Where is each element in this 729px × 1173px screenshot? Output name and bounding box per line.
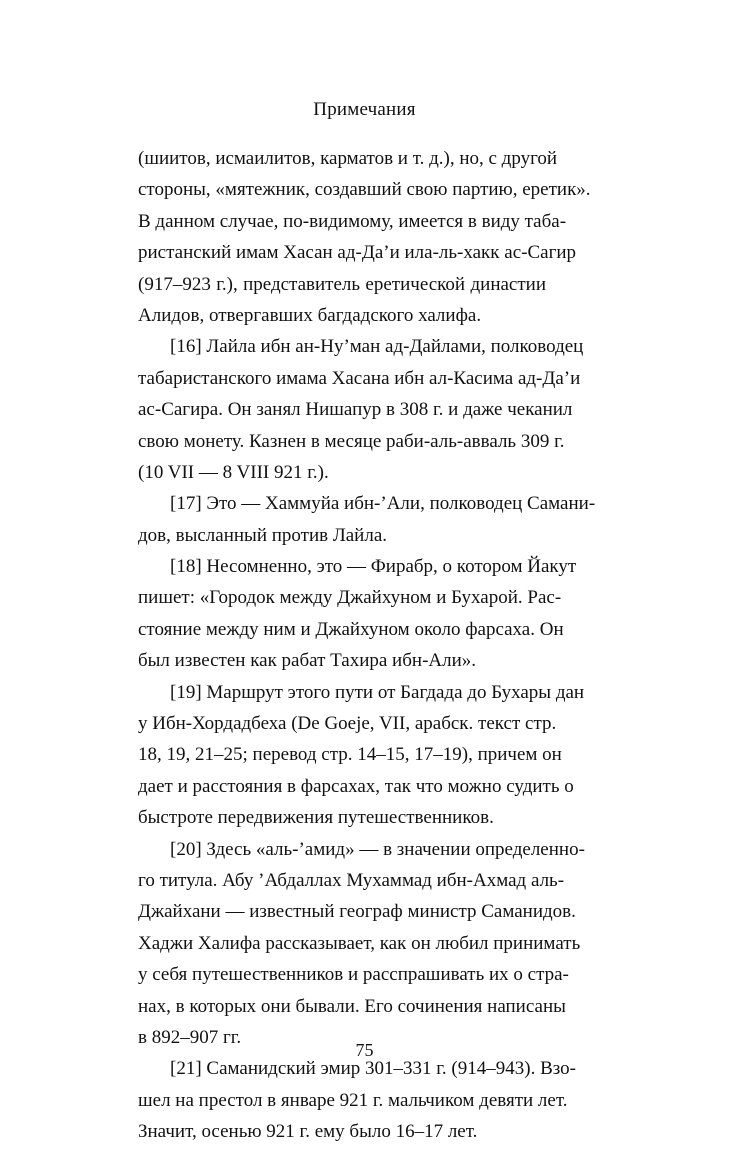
- text-line: В данном случае, по-видимому, имеется в виду таба-: [138, 210, 567, 232]
- text-line: Алидов, отвергавших багдадского халифа.: [138, 304, 482, 326]
- note-19-start: [19] Маршрут этого пути от Багдада до Бухары дан: [170, 681, 585, 703]
- text-line: (шиитов, исмаилитов, карматов и т. д.), но, с другой: [138, 148, 558, 169]
- text-line: стороны, «мятежник, создавший свою партию, еретик».: [138, 179, 591, 201]
- text-line: (917–923 г.), представитель еретической династии: [138, 273, 546, 295]
- text-line: был известен как рабат Тахира ибн-Али».: [138, 650, 477, 672]
- text-line: стояние между ним и Джайхуном около фарсаха. Он: [138, 618, 564, 640]
- text-line: дает и расстояния в фарсахах, так что можно судить о: [138, 775, 574, 797]
- text-line: быстроте передвижения путешественников.: [138, 807, 494, 829]
- text-line: Хаджи Халифа рассказывает, как он любил принимать: [138, 932, 581, 954]
- text-line: свою монету. Казнен в месяце раби-аль-авваль 309 г.: [138, 430, 565, 452]
- note-17-start: [17] Это — Хаммуйа ибн-’Али, полководец Самани-: [170, 493, 596, 515]
- note-16-start: [16] Лайла ибн ан-Ну’ман ад-Дайлами, полководец: [170, 336, 584, 358]
- note-20-start: [20] Здесь «аль-’амид» — в значении определенно-: [170, 838, 585, 860]
- text-line: Значит, осенью 921 г. ему было 16–17 лет.: [138, 1121, 478, 1143]
- text-line: го титула. Абу ’Абдаллах Мухаммад ибн-Ахмад аль-: [138, 869, 565, 891]
- text-line: шел на престол в январе 921 г. мальчиком девяти лет.: [138, 1089, 568, 1111]
- note-21-start: [21] Саманидский эмир 301–331 г. (914–943). Взо-: [170, 1058, 576, 1080]
- page-number: 75: [355, 1040, 374, 1060]
- text-line: у себя путешественников и расспрашивать их о стра-: [138, 964, 569, 986]
- text-line: ристанский имам Хасан ад-Да’и ила-ль-хакк ас-Сагир: [138, 242, 577, 264]
- text-line: ас-Сагира. Он занял Нишапур в 308 г. и даже чеканил: [138, 399, 573, 421]
- text-line: 18, 19, 21–25; перевод стр. 14–15, 17–19), причем он: [138, 744, 562, 766]
- text-line: у Ибн-Хордадбеха (De Goeje, VII, арабск. текст стр.: [138, 713, 557, 735]
- text-line: табаристанского имама Хасана ибн ал-Касима ад-Да’и: [138, 367, 581, 389]
- text-line: пишет: «Городок между Джайхуном и Бухарой. Рас-: [138, 587, 562, 609]
- text-line: (10 VII — 8 VIII 921 г.).: [138, 461, 329, 483]
- note-18-start: [18] Несомненно, это — Фирабр, о котором Йакут: [170, 556, 577, 578]
- running-header: Примечания: [313, 99, 416, 120]
- text-line: в 892–907 гг.: [138, 1026, 242, 1048]
- text-line: нах, в которых они бывали. Его сочинения написаны: [138, 995, 566, 1017]
- text-line: дов, высланный против Лайла.: [138, 524, 388, 546]
- text-line: Джайхани — известный географ министр Саманидов.: [138, 901, 576, 923]
- notes-body: [138, 143, 596, 1148]
